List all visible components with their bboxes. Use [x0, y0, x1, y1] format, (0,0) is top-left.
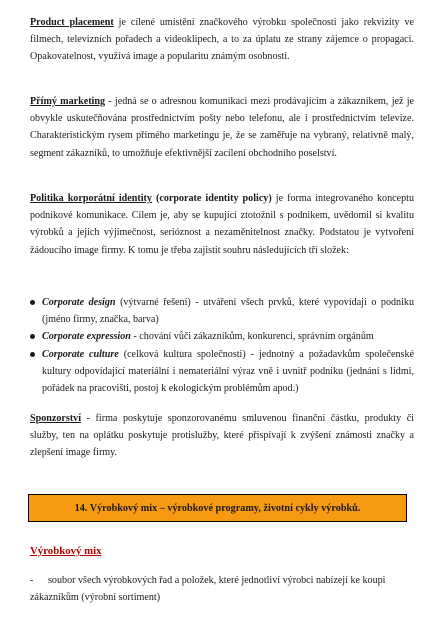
bullet-term: Corporate design: [42, 297, 116, 308]
bullet-text: (výtvarné řešení) - utváření všech prvků, které vypovídají o podniku (jméno firmy, značka, barva): [42, 297, 414, 326]
bullet-term: Corporate expression: [42, 331, 131, 343]
bullet-term: Corporate culture: [42, 348, 119, 360]
paragraph-sponzorstvi: [30, 410, 414, 462]
bullet-icon: [30, 352, 35, 357]
text-product-placement: je cílené umístění značkového výrobku společnosti jako rekvizity ve filmech, televizních pořadech a videoklipech, a to za úplatu ze strany zájemce o propagaci. Opakovatelnost, využívá image a popularitu známým osobností.: [30, 17, 414, 63]
text-sponzorstvi: - firma poskytuje sponzorovanému smluvenou finanční částku, produkty či služby, ten na oplátku poskytuje protislužby, které přispívají k zvýšení známosti značky a zlepšení image firmy.: [30, 413, 414, 459]
section-title: Výrobkový mix: [30, 545, 102, 557]
text-politika: je forma integrovaného konceptu podnikové komunikace. Cílem je, aby se kupující ztotožnil s podnikem, uvědomil si kvalitu výrobků a jejich výjimečnost, serióznost a nezaměnitelnost značky. Podstatou je vytvoření žádoucího image firmy. K tomu je třeba zajistit souhru následujících tří složek:: [30, 193, 415, 256]
list-item: [30, 328, 414, 345]
dash-marker: -: [30, 575, 34, 586]
term-product-placement: Product placement: [30, 17, 114, 28]
bullet-text: - chování vůči zákazníkům, konkurenci, správním orgánům: [130, 331, 374, 343]
list-item: [30, 294, 414, 328]
bullet-icon: [30, 334, 35, 339]
dash-item-text: soubor všech výrobkových řad a položek, které jednotliví výrobci nabízejí ke koupi zákazníkům (výrobní sortiment): [30, 575, 386, 604]
paragraph-primy-marketing: [30, 93, 414, 162]
paragraph-politika: [30, 190, 414, 259]
bullet-icon: [30, 300, 35, 305]
dash-list-item: [30, 572, 414, 606]
term-sponzorstvi: Sponzorství: [30, 413, 82, 424]
term-politika: Politika korporátní identity: [30, 193, 152, 204]
text-primy-marketing: - jedná se o adresnou komunikaci mezi prodávajícím a zákazníkem, jež je obvykle uskutečňována prostřednictvím pošty nebo telefonu, ale i prostřednictvím televize. Charakteristickým rysem přímého marketingu je, že se zaměřuje na vybraný, relativně malý, segment zákazníků, to umožňuje efektivnější zacílení obchodního poselství.: [30, 96, 414, 159]
bullet-list: [30, 294, 414, 397]
paragraph-product-placement: [30, 14, 414, 66]
bullet-text: (celková kultura společnosti) - jednotný a požadavkům společenské kultury odpovídající materiální i nemateriální výraz vně i uvnitř podniku (jednání s lidmi, pořádek na pracovišti, postoj k ekologickým problémům apod.): [42, 348, 415, 395]
term-primy-marketing: Přímý marketing: [30, 96, 106, 107]
politika-english: (corporate identity policy): [151, 193, 272, 204]
chapter-banner: 14. Výrobkový mix – výrobkové programy, životní cykly výrobků.: [28, 494, 407, 522]
list-item: [30, 346, 414, 398]
